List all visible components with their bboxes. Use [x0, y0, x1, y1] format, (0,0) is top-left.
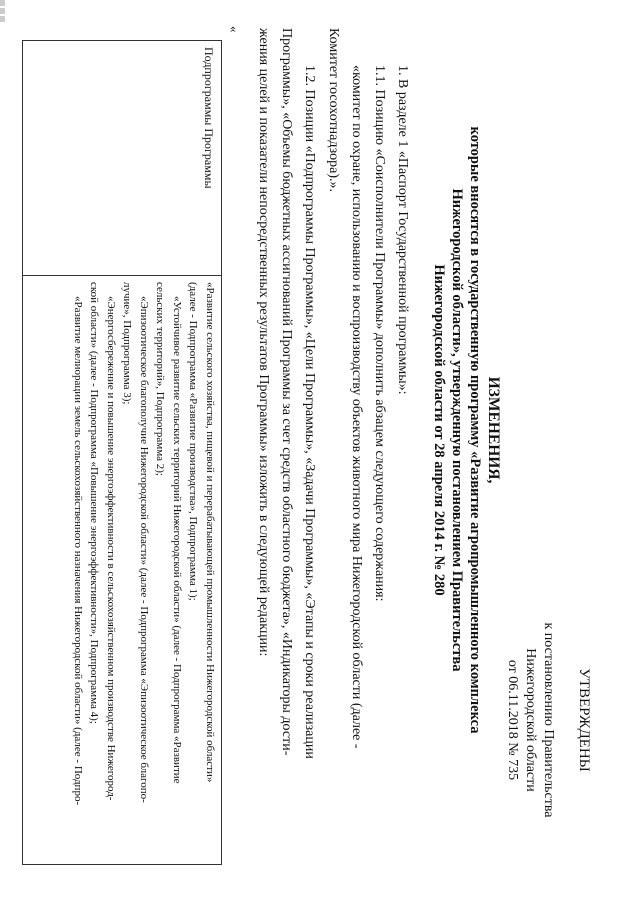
paragraph-1-2: 1.2. Позиции «Подпрограммы Программы», «Цели Программы», «Задачи Программы», «Этапы и сроки реализации [302, 65, 317, 759]
table-right-cell [23, 276, 221, 864]
table-line: «Развитие мелиорации земель сельскохозяйственного назначения Нижегородской области» (далее - Подпро- [72, 296, 84, 806]
table-line: «Энергосбережение и повышение энергоэффективности в сельскохозяйственном производстве Нижегород- [105, 296, 117, 801]
paragraph-1-2-end: жения целей и показатели непосредственных результатов Программы» изложить в следующей редакции: [256, 28, 271, 657]
table-line: «Эпизоотическое благополучие Нижегородской области» (далее - Подпрограмма «Эпизоотическое благопо- [138, 296, 150, 803]
table-line: (далее - Подпрограмма «Развитие производства», Подпрограмма 1); [187, 282, 200, 601]
approval-line-3: от 06.11.2018 № 735 [505, 659, 520, 781]
paragraph-1-1-quote: «комитет по охране, использованию и воспроизводству объектов животного мира Нижегородской области (далее - [349, 65, 364, 749]
table-left-cell: Подпрограммы Программы [23, 41, 221, 276]
scan-edge-marks [2, 0, 12, 40]
table-line: лучие», Подпрограмма 3); [121, 282, 134, 405]
table-line: сельских территорий», Подпрограмма 2); [154, 282, 167, 476]
approval-stamp: УТВЕРЖДЕНЫ [576, 668, 592, 772]
approval-line-1: к постановлению Правительства [541, 622, 556, 818]
paragraph-1-2-cont: Программы», «Объемы бюджетных ассигнований Программы за счет средств областного бюджета», «Индикаторы дости- [279, 28, 294, 756]
table-line: «Устойчивое развитие сельских территорий Нижегородской области» (далее - Подпрограмма «Развитие [171, 296, 183, 784]
approval-line-2: Нижегородской области [523, 648, 538, 792]
document-title-line-3: Нижегородской области от 28 апреля 2014 г. № 280 [431, 264, 447, 596]
subprograms-table [22, 40, 222, 865]
paragraph-1-1: 1.1. Позицию «Соисполнители Программы» дополнить абзацем следующего содержания: [372, 65, 387, 602]
paragraph-section-1: 1. В разделе 1 «Паспорт Государственной программы»: [395, 65, 410, 395]
table-line: ской области» (далее - Подпрограмма «Повышение энергоэффективности», Подпрограмма 4); [88, 282, 101, 724]
table-open-quote: « [227, 26, 242, 33]
document-heading: ИЗМЕНЕНИЯ, [485, 376, 502, 484]
table-line: «Развитие сельского хозяйства, пищевой и перерабатывающей промышленности Нижегородской области» [204, 282, 216, 783]
document-title-line-2: Нижегородской области», утвержденную постановлением Правительства [449, 188, 465, 672]
document-title-line-1: которые вносятся в государственную программу «Развитие агропромышленного комплекса [467, 126, 483, 734]
paragraph-1-1-quote-end: Комитет госохотнадзора).». [326, 28, 341, 193]
